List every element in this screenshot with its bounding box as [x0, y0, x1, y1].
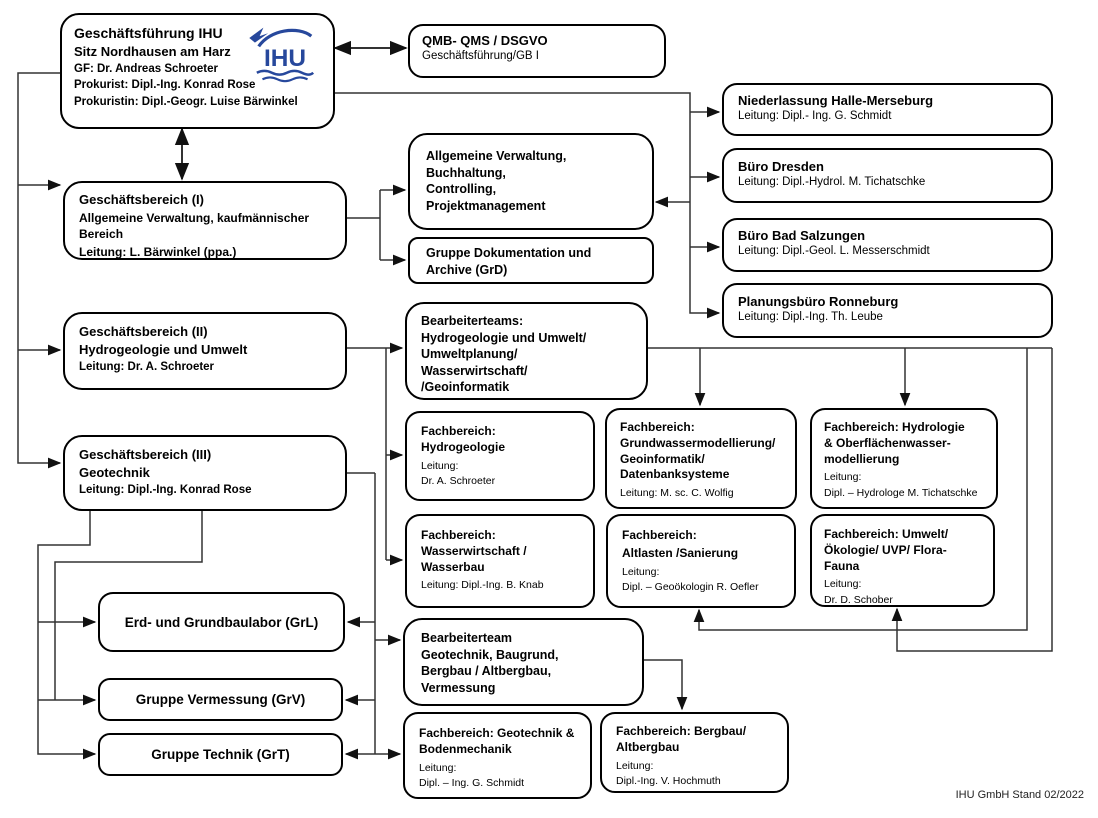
box-title: Gruppe Technik (GrT)	[151, 747, 290, 762]
box-line: Bearbeiterteams:	[421, 314, 524, 328]
box-line: Leitung: Dipl.-Ing. B. Knab	[421, 579, 544, 592]
box-line: Bergbau / Altbergbau,	[421, 664, 552, 678]
box-line: Geotechnik	[79, 465, 150, 481]
logo-wave	[262, 77, 307, 81]
box-line: Geotechnik, Baugrund,	[421, 647, 559, 662]
box-line: GF: Dr. Andreas Schroeter	[74, 63, 219, 76]
box-line: Wasserwirtschaft/	[421, 363, 528, 378]
box-line: Leitung:	[421, 459, 459, 472]
box-title: Büro Dresden	[738, 159, 824, 174]
box-title: Fachbereich:	[421, 424, 496, 438]
box-line: Leitung: Dipl.-Hydrol. M. Tichatschke	[738, 175, 926, 188]
box-line: Prokuristin: Dipl.-Geogr. Luise Bärwinkel	[74, 95, 298, 108]
box-title: Altbergbau	[616, 739, 680, 754]
box-line: Leitung:	[616, 759, 654, 772]
org-box-planungsbuero-ronneburg	[722, 283, 1053, 338]
box-title: Geschäftsbereich (III)	[79, 447, 212, 462]
box-line: Allgemeine Verwaltung,	[426, 149, 567, 163]
box-line: Allgemeine Verwaltung, kaufmännischer Bereich	[79, 211, 310, 242]
org-box-buero-dresden	[722, 148, 1053, 203]
box-line: Leitung:	[419, 761, 457, 774]
logo-swoosh	[259, 30, 312, 46]
org-box-buero-bad-salzungen	[722, 218, 1053, 272]
box-title: Fachbereich:	[620, 420, 695, 434]
org-box-fachbereich-hydrologie	[810, 408, 998, 509]
box-title: Datenbanksysteme	[620, 467, 730, 482]
box-line: Leitung: L. Bärwinkel (ppa.)	[79, 244, 237, 259]
org-box-niederlassung-halle	[722, 83, 1053, 136]
org-box-qmb	[408, 24, 666, 78]
box-line: Dr. A. Schroeter	[421, 475, 496, 488]
box-line: /Geoinformatik	[421, 380, 510, 394]
box-title: Fachbereich:	[622, 528, 697, 542]
box-title: Planungsbüro Ronneburg	[738, 294, 899, 309]
org-box-fachbereich-altlasten	[606, 514, 796, 608]
box-title: Grundwassermodellierung/	[620, 435, 776, 450]
box-title: Fachbereich: Bergbau/	[616, 724, 747, 738]
box-line: Leitung:	[824, 578, 862, 591]
connector	[644, 660, 682, 709]
org-box-erd-grundbaulabor	[98, 592, 345, 652]
box-title: Niederlassung Halle-Merseburg	[738, 93, 934, 108]
box-title: Geschäftsbereich (II)	[79, 324, 208, 339]
box-line: Leitung:	[824, 471, 862, 484]
box-title: & Oberflächenwasser-	[824, 435, 951, 450]
box-title: Wasserwirtschaft /	[421, 543, 527, 558]
box-line: Hydrogeologie und Umwelt	[79, 342, 248, 358]
box-title: Fachbereich: Umwelt/	[824, 527, 949, 541]
box-subtitle: Sitz Nordhausen am Harz	[74, 43, 231, 59]
box-title: Geschäftsbereich (I)	[79, 192, 204, 207]
box-line: Vermessung	[421, 680, 496, 695]
box-title: Ökologie/ UVP/ Flora-Fauna	[824, 542, 947, 573]
box-line: Dipl.-Ing. V. Hochmuth	[616, 775, 721, 788]
box-title: Fachbereich: Geotechnik &	[419, 726, 575, 740]
box-title: Geoinformatik/	[620, 451, 705, 466]
box-line: Controlling,	[426, 182, 497, 196]
logo-text: IHU	[263, 45, 307, 73]
org-box-fachbereich-bergbau	[600, 712, 789, 793]
box-title: modellierung	[824, 451, 900, 466]
org-box-geschaeftsbereich-3	[63, 435, 347, 511]
box-line: Leitung: Dipl.-Geol. L. Messerschmidt	[738, 244, 930, 257]
box-title: Altlasten /Sanierung	[622, 545, 739, 560]
org-box-fachbereich-grundwassermodellierung	[605, 408, 797, 509]
box-title: Hydrogeologie	[421, 439, 506, 454]
org-box-fachbereich-wasserwirtschaft	[405, 514, 595, 608]
org-box-allgemeine-verwaltung	[408, 133, 654, 230]
box-title: Fachbereich: Hydrologie	[824, 420, 965, 434]
box-line: Dipl. – Hydrologe M. Tichatschke	[824, 487, 978, 500]
box-line: Dipl. – Geoökologin R. Oefler	[622, 581, 759, 594]
box-title: Erd- und Grundbaulabor (GrL)	[124, 614, 319, 630]
org-box-gruppe-vermessung	[98, 678, 343, 721]
box-line: Leitung: Dipl.-Ing. Th. Leube	[738, 310, 883, 323]
box-line: Geschäftsführung/GB I	[422, 49, 539, 62]
box-line: Leitung:	[622, 565, 660, 578]
org-box-geschaeftsbereich-1	[63, 181, 347, 260]
connector	[38, 510, 95, 754]
org-box-geschaeftsfuehrung	[60, 13, 335, 129]
ihu-logo	[245, 22, 325, 84]
box-title: Wasserbau	[421, 559, 485, 574]
org-box-fachbereich-hydrogeologie	[405, 411, 595, 501]
box-line: Prokurist: Dipl.-Ing. Konrad Rose	[74, 79, 256, 92]
footnote: IHU GmbH Stand 02/2022	[955, 789, 1084, 801]
org-box-fachbereich-umwelt	[810, 514, 995, 607]
box-title: Gruppe Dokumentation und Archive (GrD)	[426, 246, 592, 277]
org-box-gruppe-technik	[98, 733, 343, 776]
box-line: Leitung: Dr. A. Schroeter	[79, 361, 215, 374]
box-line: Dr. D. Schober	[824, 594, 893, 607]
box-line: Dipl. – Ing. G. Schmidt	[419, 777, 525, 790]
box-title: Geschäftsführung IHU	[74, 25, 223, 41]
org-box-gruppe-dokumentation	[408, 237, 654, 284]
box-line: Leitung: Dipl.- Ing. G. Schmidt	[738, 109, 892, 122]
org-box-geschaeftsbereich-2	[63, 312, 347, 390]
box-title: Gruppe Vermessung (GrV)	[135, 692, 306, 707]
box-line: Projektmanagement	[426, 198, 546, 213]
box-line: Umweltplanung/	[421, 347, 518, 361]
box-title: Büro Bad Salzungen	[738, 228, 866, 243]
box-line: Bearbeiterteam	[421, 631, 513, 645]
org-box-bearbeiterteams-hydro	[405, 302, 648, 400]
box-title: QMB- QMS / DSGVO	[422, 33, 548, 48]
box-line: Hydrogeologie und Umwelt/	[421, 330, 587, 345]
box-title: Fachbereich:	[421, 528, 496, 542]
box-line: Leitung: M. sc. C. Wolfig	[620, 487, 734, 500]
box-title: Bodenmechanik	[419, 741, 512, 756]
org-box-bearbeiterteam-geotechnik	[403, 618, 644, 706]
box-line: Leitung: Dipl.-Ing. Konrad Rose	[79, 484, 252, 497]
org-box-fachbereich-geotechnik	[403, 712, 592, 799]
connector	[18, 73, 60, 463]
box-line: Buchhaltung,	[426, 165, 506, 180]
